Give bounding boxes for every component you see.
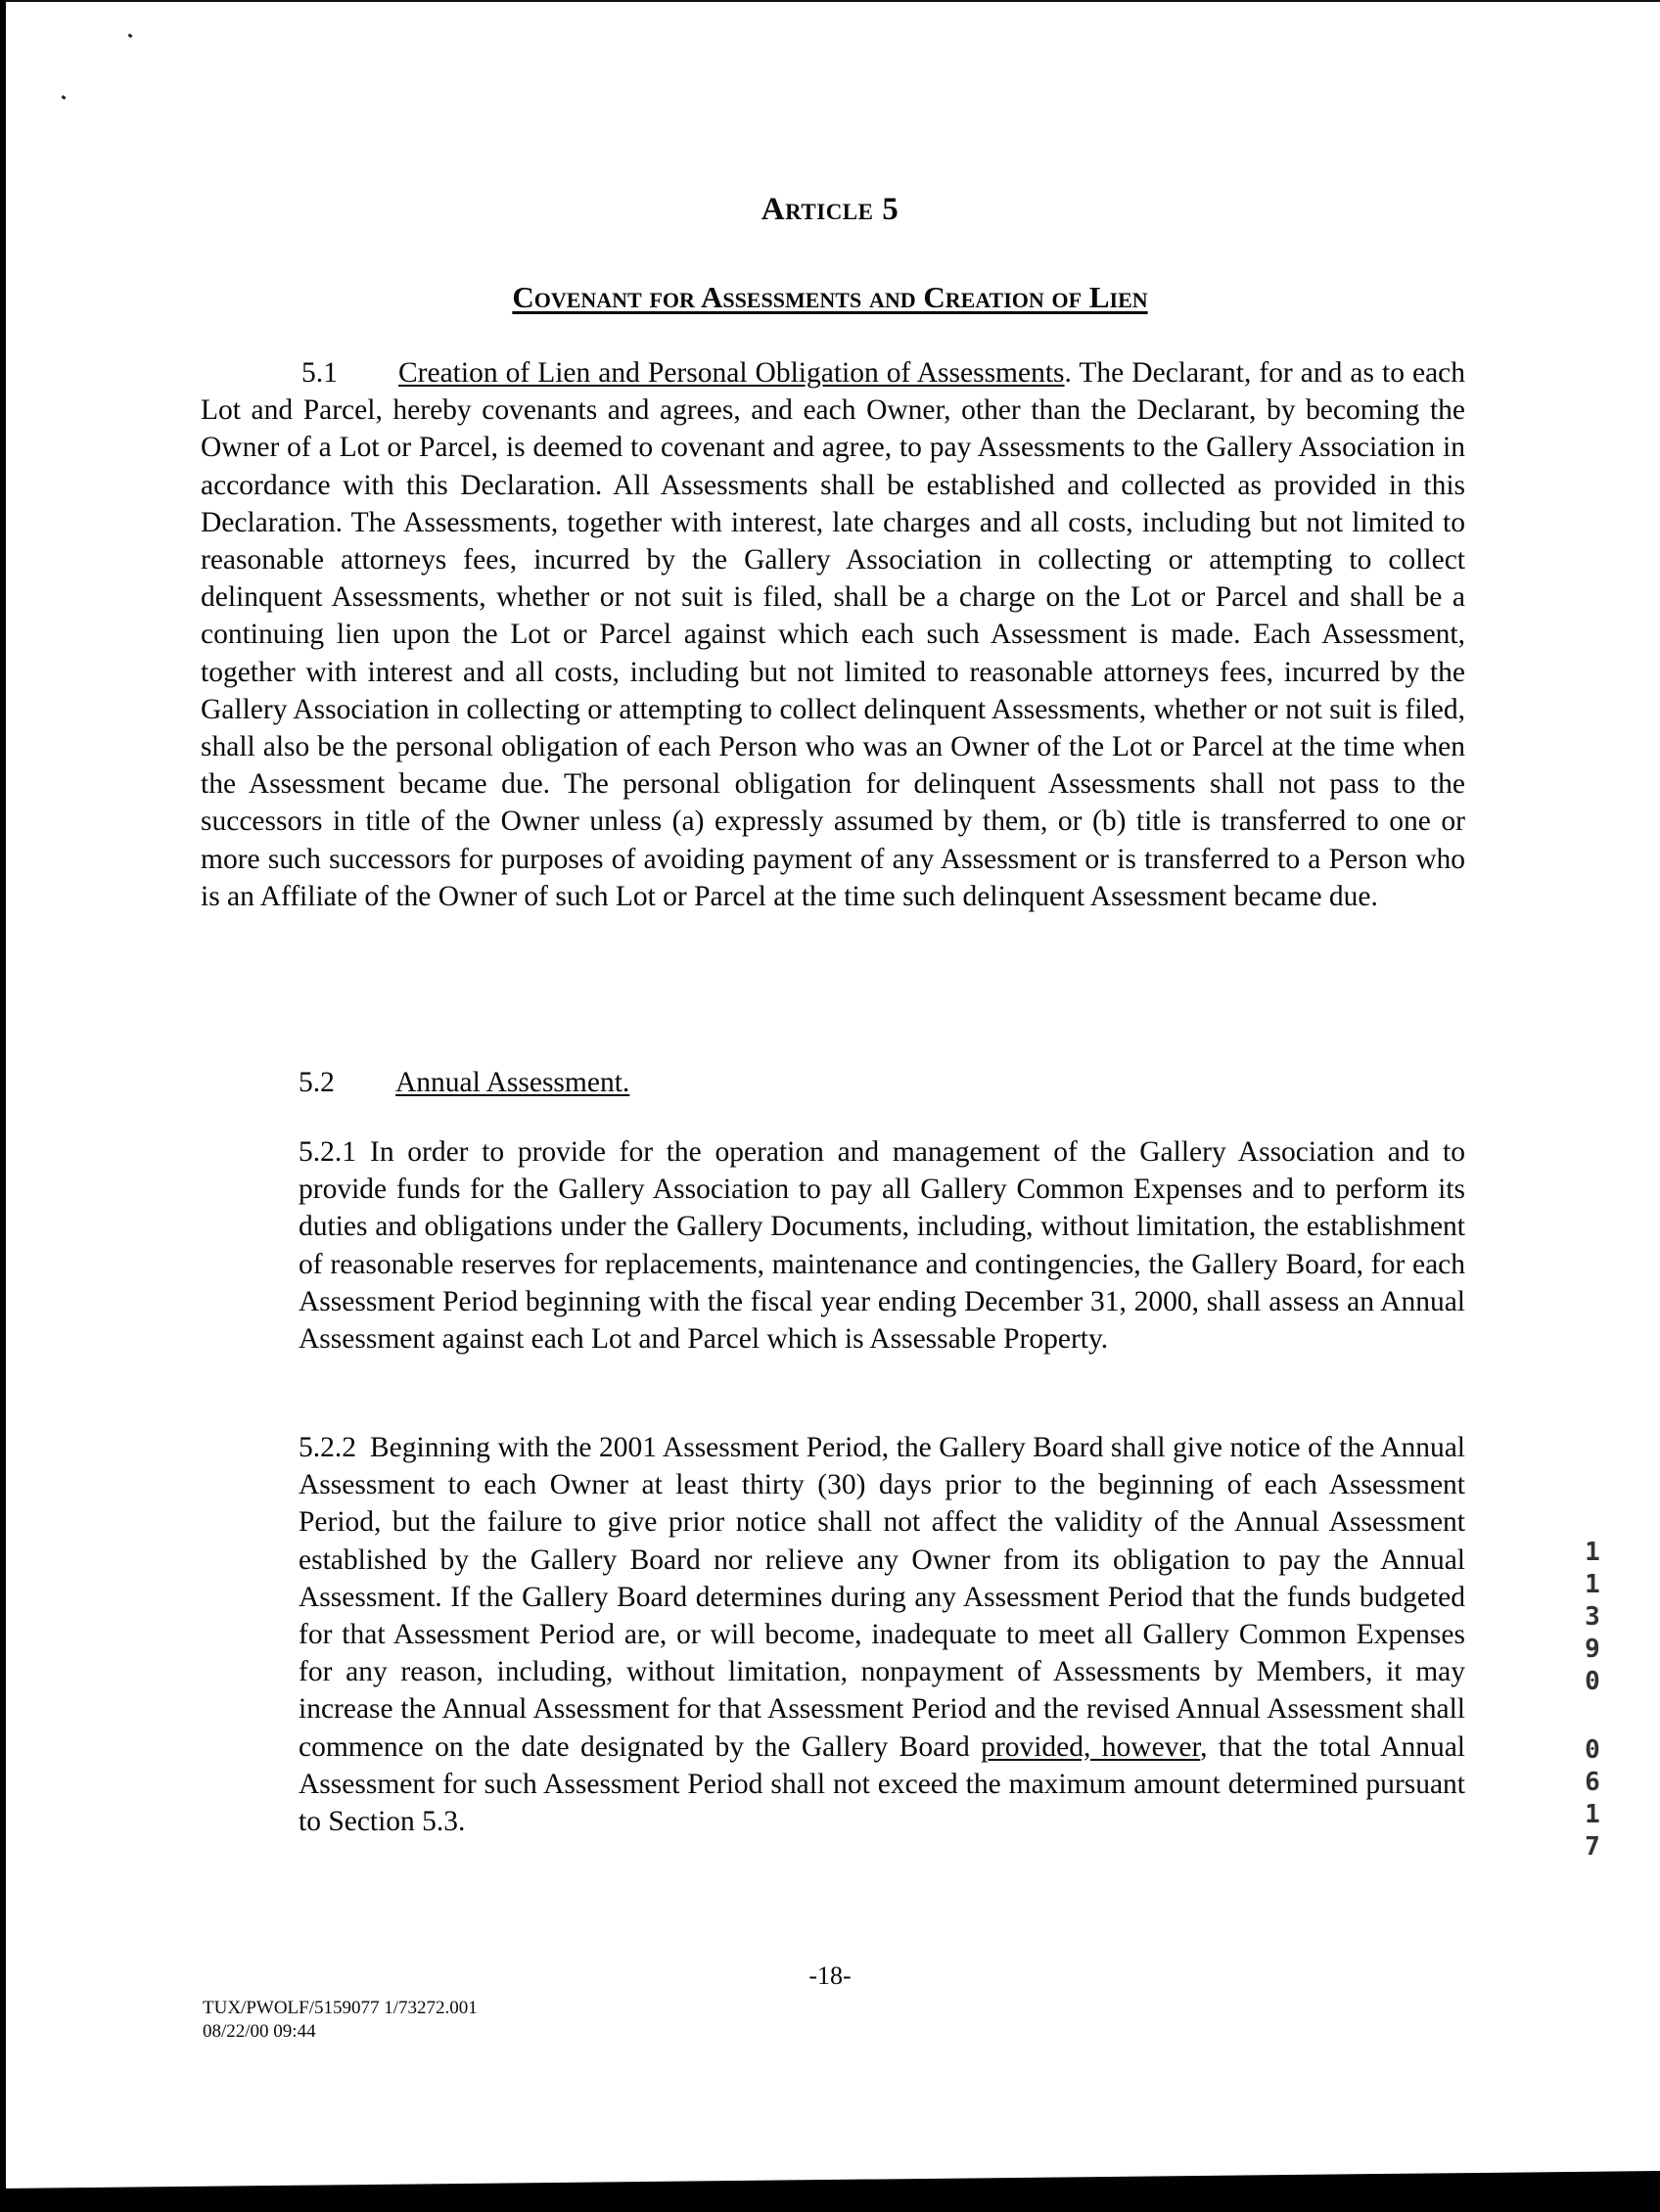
article-title: Covenant for Assessments and Creation of Lien — [512, 280, 1148, 314]
section-heading: Creation of Lien and Personal Obligation of Assessments — [398, 357, 1065, 389]
stamp-digit: 1 — [1585, 1800, 1600, 1829]
footer-doc-id: TUX/PWOLF/5159077 1/73272.001 — [203, 1998, 478, 2018]
page-number: -18- — [808, 1961, 852, 1990]
stamp-digit: 7 — [1585, 1832, 1600, 1862]
subsection-body: , that the total Annual Assessment for such Assessment Period shall not exceed the maximum amount determined pursuant to Section 5.3. — [299, 1730, 1465, 1838]
subsection-5-2-1 — [299, 1133, 1465, 1358]
section-5-2 — [201, 1064, 1465, 1101]
scan-top-border — [0, 0, 1660, 2]
stamp-digit: 6 — [1585, 1768, 1600, 1797]
margin-stamp-bottom — [1578, 1734, 1607, 1864]
stamp-digit: 0 — [1585, 1667, 1600, 1696]
subsection-body-emphasis: provided, however — [981, 1730, 1201, 1763]
subsection-5-2-2 — [299, 1429, 1465, 1840]
section-body: The Declarant, for and as to each Lot and Parcel, hereby covenants and agrees, and each Owner, other than the Declarant, by becoming the Owner of a Lot or Parcel, is deemed to covenant and agree, to pay Assessments to the Gallery Association in accordance with this Declaration. All Assessments shall be established and collected as provided in this Declaration. The Assessments, together with interest, late charges and all costs, including but not limited to reasonable attorneys fees, incurred by the Gallery Association in collecting or attempting to collect delinquent Assessments, whether or not suit is filed, shall be a charge on the Lot or Parcel and shall be a continuing lien upon the Lot or Parcel against which each such Assessment is made. Each Assessment, together with interest and all costs, including but not limited to reasonable attorneys fees, incurred by the Gallery Association in collecting or attempting to collect delinquent Assessments, whether or not suit is filed, shall also be the personal obligation of each Person who was an Owner of the Lot or Parcel at the time when the Assessment became due. The personal obligation for delinquent Assessments shall not pass to the successors in title of the Owner unless (a) expressly assumed by them, or (b) title is transferred to one or more such successors for purposes of avoiding payment of any Assessment or is transferred to a Person who is an Affiliate of the Owner of such Lot or Parcel at the time such delinquent Assessment became due. — [201, 357, 1466, 912]
stamp-digit: 1 — [1585, 1570, 1600, 1599]
section-number: 5.1 — [301, 357, 338, 389]
subsection-body: Beginning with the 2001 Assessment Period, the Gallery Board shall give notice of the Annual Assessment to each Owner at least thirty (30) days prior to the beginning of each Assessment Period, but the failure to give prior notice shall not affect the validity of the Annual Assessment established by the Gallery Board nor relieve any Owner from its obligation to pay the Annual Assessment. If the Gallery Board determines during any Assessment Period that the funds budgeted for that Assessment Period are, or will become, inadequate to meet all Gallery Common Expenses for any reason, including, without limitation, nonpayment of Assessments by Members, it may increase the Annual Assessment for that Assessment Period and the revised Annual Assessment shall commence on the date designated by the Gallery Board — [299, 1432, 1465, 1763]
section-number: 5.2 — [299, 1067, 335, 1098]
stamp-digit: 1 — [1585, 1538, 1600, 1567]
section-heading-punct: . — [1064, 357, 1072, 389]
document-footer — [203, 1997, 478, 2044]
article-heading: Article 5 — [761, 192, 899, 227]
scan-left-edge — [0, 0, 6, 2212]
subsection-body: In order to provide for the operation and management of the Gallery Association and to provide funds for the Gallery Association to pay all Gallery Common Expenses and to perform its duties and obligations under the Gallery Documents, including, without limitation, the establishment of reasonable reserves for replacements, maintenance and contingencies, the Gallery Board, for each Assessment Period beginning with the fiscal year ending December 31, 2000, shall assess an Annual Assessment against each Lot and Parcel which is Assessable Property. — [299, 1136, 1465, 1356]
subsection-number: 5.2.1 — [299, 1136, 356, 1168]
scan-bottom-edge — [0, 2171, 1660, 2212]
stamp-digit: 0 — [1585, 1735, 1600, 1765]
stamp-digit: 3 — [1585, 1602, 1600, 1632]
scan-speck — [128, 33, 133, 38]
section-heading: Annual Assessment. — [395, 1067, 630, 1098]
scan-speck — [62, 95, 67, 100]
section-5-1 — [201, 354, 1465, 915]
subsection-number: 5.2.2 — [299, 1432, 356, 1463]
footer-timestamp: 08/22/00 09:44 — [203, 2021, 316, 2042]
stamp-digit: 9 — [1585, 1635, 1600, 1664]
margin-stamp-top — [1578, 1537, 1607, 1698]
